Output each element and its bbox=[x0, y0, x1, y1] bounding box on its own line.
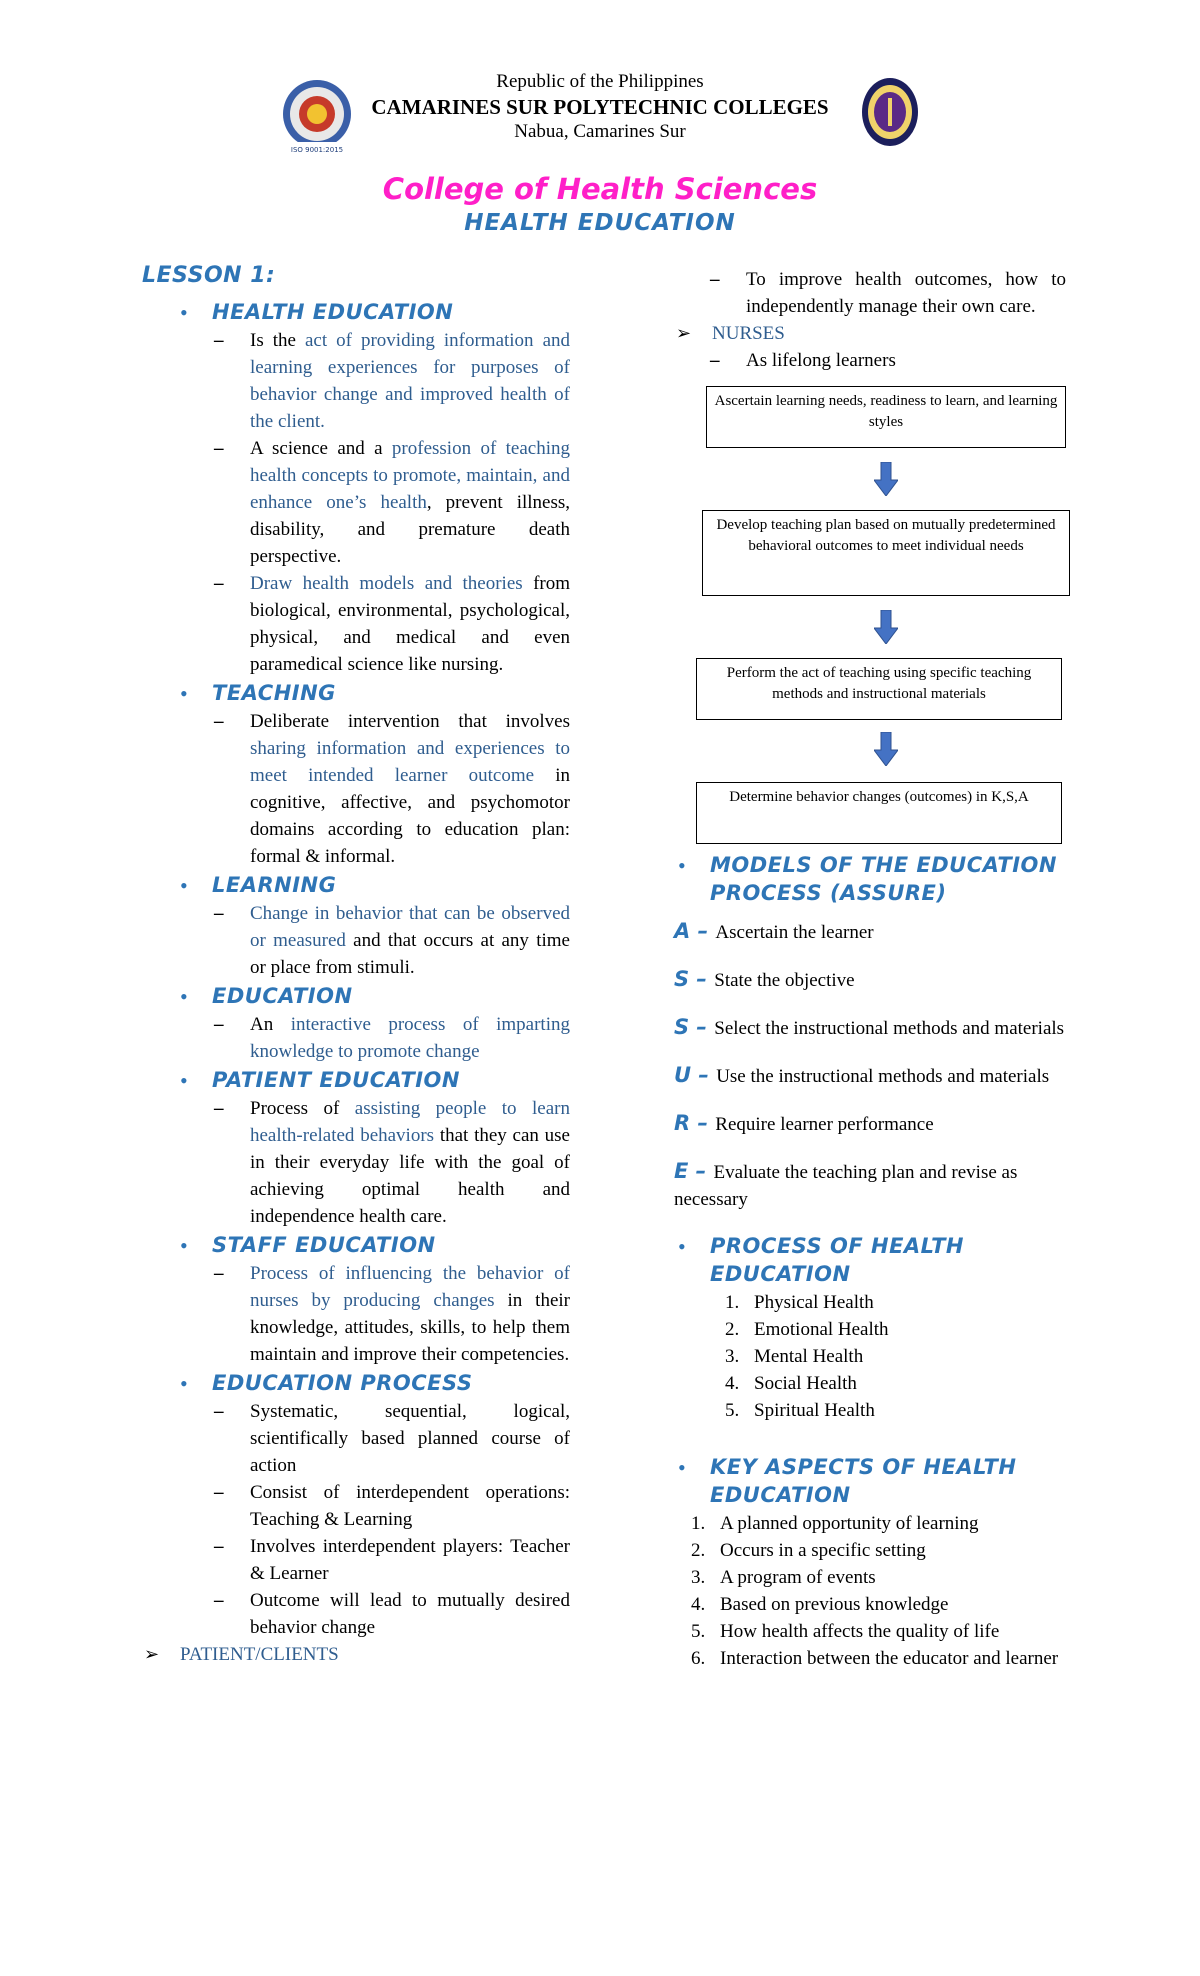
definition bbox=[142, 435, 570, 570]
list-item: 6. Interaction between the educator and learner bbox=[710, 1645, 1066, 1672]
assure-item: R – Require learner performance bbox=[674, 1111, 934, 1135]
section-title: PROCESS OF HEALTH EDUCATION bbox=[710, 1234, 964, 1286]
school-name: CAMARINES SUR POLYTECHNIC COLLEGES bbox=[371, 95, 829, 119]
key-aspects-list bbox=[674, 1510, 1066, 1672]
process-item: – Outcome will lead to mutually desired behavior change bbox=[142, 1587, 570, 1641]
assure-letter: U bbox=[674, 1063, 692, 1087]
section-models bbox=[674, 852, 1066, 908]
process-item: – Consist of interdependent operations: Teaching & Learning bbox=[142, 1479, 570, 1533]
definition bbox=[142, 1260, 570, 1368]
definition-text: from biological, environmental, psychological, physical, and medical and even paramedical science like nursing. bbox=[250, 573, 570, 675]
definition-highlight: Draw health models and theories bbox=[250, 573, 523, 594]
school-header bbox=[0, 70, 1200, 144]
definition-text: in cognitive, affective, and psychomotor domains according to education plan: formal & informal. bbox=[250, 765, 570, 867]
section-staff-education bbox=[142, 1232, 570, 1260]
section-patient-education bbox=[142, 1067, 570, 1095]
definition bbox=[142, 900, 570, 981]
list-item: 4. Based on previous knowledge bbox=[710, 1591, 1066, 1618]
definition-text: Process of bbox=[250, 1098, 355, 1119]
lesson-heading: LESSON 1: bbox=[142, 263, 276, 288]
assure-text: State the objective bbox=[714, 970, 855, 991]
down-arrow-icon bbox=[874, 610, 898, 644]
section-teaching bbox=[142, 680, 570, 708]
flow-step: Perform the act of teaching using specific teaching methods and instructional materials bbox=[696, 658, 1062, 720]
definition bbox=[142, 708, 570, 870]
section-learning bbox=[142, 872, 570, 900]
nurses-heading: ➢ NURSES bbox=[674, 320, 1066, 347]
flow-step: Ascertain learning needs, readiness to learn, and learning styles bbox=[706, 386, 1066, 448]
assure-text: Select the instructional methods and materials bbox=[714, 1018, 1065, 1039]
section-title: KEY ASPECTS OF HEALTH EDUCATION bbox=[710, 1455, 1017, 1507]
assure-text: Ascertain the learner bbox=[715, 922, 874, 943]
nurses-role: – As lifelong learners bbox=[674, 347, 1066, 374]
list-item: 2. Occurs in a specific setting bbox=[710, 1537, 1066, 1564]
left-column bbox=[142, 262, 570, 1668]
patient-goal: – To improve health outcomes, how to independently manage their own care. bbox=[674, 266, 1066, 320]
assure-text: Require learner performance bbox=[715, 1114, 934, 1135]
section-title: PATIENT EDUCATION bbox=[212, 1068, 460, 1092]
assure-item: E – Evaluate the teaching plan and revise as necessary bbox=[674, 1159, 1018, 1210]
down-arrow-icon bbox=[874, 462, 898, 496]
definition bbox=[142, 570, 570, 678]
section-title: HEALTH EDUCATION bbox=[212, 300, 454, 324]
definition-highlight: sharing information and experiences to meet intended learner outcome bbox=[250, 738, 570, 786]
down-arrow-icon bbox=[874, 732, 898, 766]
definition-text: Deliberate intervention that involves bbox=[250, 711, 570, 732]
section-education-process bbox=[142, 1370, 570, 1398]
definition-text: in their knowledge, attitudes, skills, to help them maintain and improve their competencies. bbox=[250, 1290, 570, 1365]
assure-item: S – Select the instructional methods and materials bbox=[674, 1015, 1065, 1039]
process-item: – Systematic, sequential, logical, scientifically based planned course of action bbox=[142, 1398, 570, 1479]
right-column bbox=[674, 266, 1066, 1672]
list-item: 4. Social Health bbox=[744, 1370, 1066, 1397]
list-item: 3. A program of events bbox=[710, 1564, 1066, 1591]
college-title: College of Health Sciences bbox=[382, 172, 818, 206]
iso-label: ISO 9001:2015 bbox=[290, 146, 344, 154]
assure-item: S – State the objective bbox=[674, 967, 855, 991]
assure-letter: A bbox=[674, 919, 691, 943]
definition-text: , prevent illness, disability, and premature death perspective. bbox=[250, 492, 571, 567]
assure-text: Evaluate the teaching plan and revise as necessary bbox=[674, 1162, 1018, 1210]
section-title: LEARNING bbox=[212, 873, 337, 897]
definition bbox=[142, 1011, 570, 1065]
assure-item: A – Ascertain the learner bbox=[674, 919, 874, 943]
list-item: 1. Physical Health bbox=[744, 1289, 1066, 1316]
assure-text: Use the instructional methods and materials bbox=[716, 1066, 1050, 1087]
definition-highlight: Process of influencing the behavior of nurses by producing changes bbox=[250, 1263, 570, 1311]
assure-item: U – Use the instructional methods and materials bbox=[674, 1063, 1050, 1087]
section-title: EDUCATION PROCESS bbox=[212, 1371, 473, 1395]
list-item: 3. Mental Health bbox=[744, 1343, 1066, 1370]
section-education bbox=[142, 983, 570, 1011]
definition-highlight: Change in behavior that can be observed or measured bbox=[250, 903, 570, 951]
assure-letter: R bbox=[674, 1111, 691, 1135]
republic-line: Republic of the Philippines bbox=[496, 71, 704, 92]
list-item: 1. A planned opportunity of learning bbox=[710, 1510, 1066, 1537]
assure-list bbox=[674, 918, 1066, 1213]
list-item: 5. Spiritual Health bbox=[744, 1397, 1066, 1424]
definition-text: and that occurs at any time or place from stimuli. bbox=[250, 930, 570, 978]
definition-text: Is the bbox=[250, 330, 305, 351]
list-item: 2. Emotional Health bbox=[744, 1316, 1066, 1343]
section-health-education bbox=[142, 299, 570, 327]
section-title: MODELS OF THE EDUCATION PROCESS (ASSURE) bbox=[710, 853, 1057, 905]
section-process-health bbox=[674, 1233, 1066, 1289]
flow-step: Develop teaching plan based on mutually predetermined behavioral outcomes to meet individual needs bbox=[702, 510, 1070, 596]
definition-highlight: act of providing information and learning experiences for purposes of behavior change and improved health of the client. bbox=[250, 330, 571, 432]
flow-step: Determine behavior changes (outcomes) in K,S,A bbox=[696, 782, 1062, 844]
section-title: EDUCATION bbox=[212, 984, 353, 1008]
definition-text: A science and a bbox=[250, 438, 392, 459]
definition bbox=[142, 1095, 570, 1230]
school-location: Nabua, Camarines Sur bbox=[514, 121, 686, 142]
definition-highlight: assisting people to learn health-related behaviors bbox=[250, 1098, 570, 1146]
assure-letter: E bbox=[674, 1159, 689, 1183]
assure-letter: S bbox=[674, 967, 690, 991]
list-item: 5. How health affects the quality of life bbox=[710, 1618, 1066, 1645]
process-health-list bbox=[674, 1289, 1066, 1424]
section-key-aspects bbox=[674, 1454, 1066, 1510]
definition-text: An bbox=[250, 1014, 291, 1035]
definition-highlight: interactive process of imparting knowledge to promote change bbox=[250, 1014, 570, 1062]
assure-letter: S bbox=[674, 1015, 690, 1039]
subject-title: HEALTH EDUCATION bbox=[464, 210, 736, 236]
definition bbox=[142, 327, 570, 435]
section-title: TEACHING bbox=[212, 681, 336, 705]
section-title: STAFF EDUCATION bbox=[212, 1233, 436, 1257]
definition-text: that they can use in their everyday life with the goal of achieving optimal health and independence health care. bbox=[250, 1125, 570, 1227]
patient-clients-heading: ➢ PATIENT/CLIENTS bbox=[142, 1641, 570, 1668]
definition-highlight: profession of teaching health concepts to promote, maintain, and enhance one’s health bbox=[250, 438, 570, 513]
teaching-flowchart bbox=[674, 386, 1066, 816]
process-item: – Involves interdependent players: Teacher & Learner bbox=[142, 1533, 570, 1587]
